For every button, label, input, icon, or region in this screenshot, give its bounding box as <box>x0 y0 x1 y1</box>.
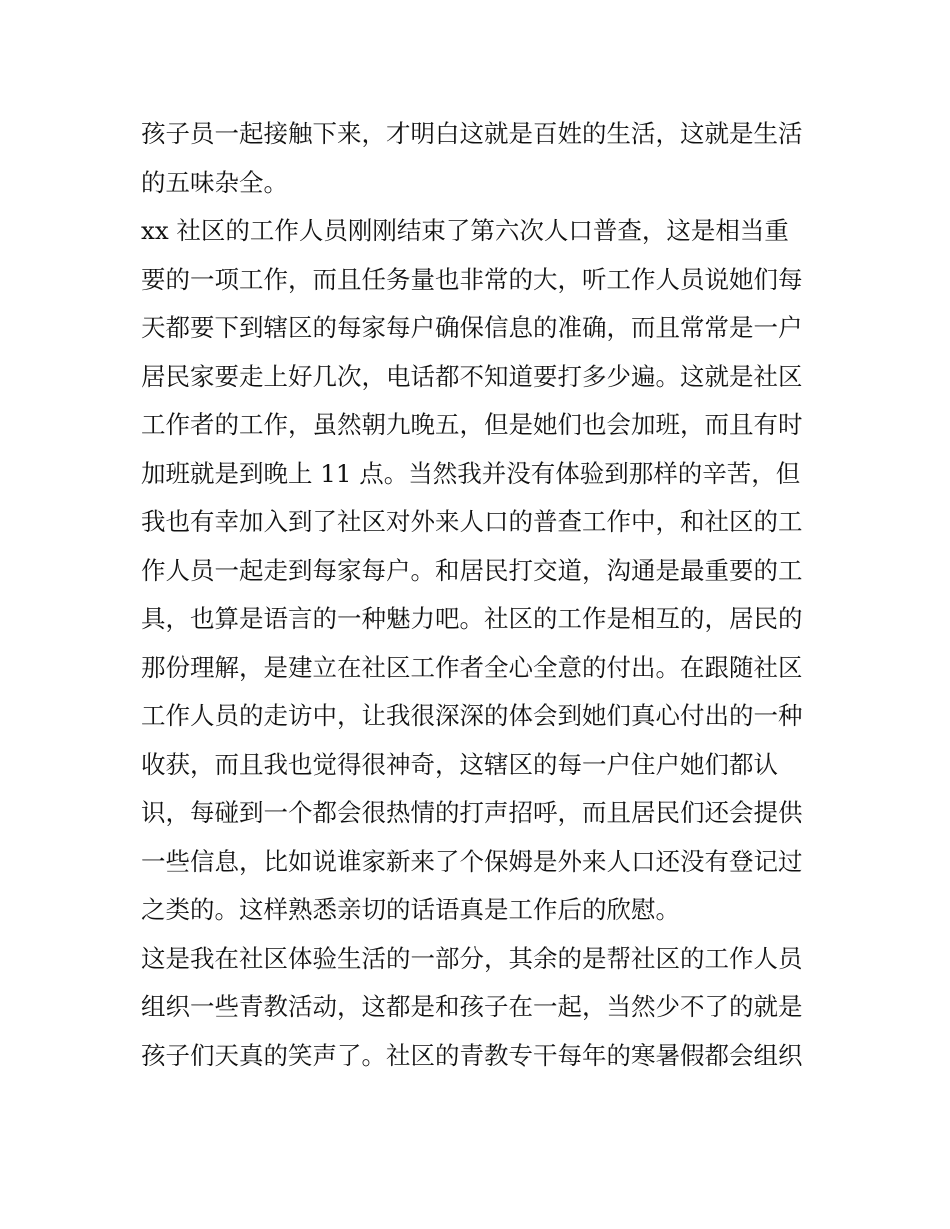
text-line: 我也有幸加入到了社区对外来人口的普查工作中，和社区的工 <box>141 507 803 536</box>
text-line: 那份理解，是建立在社区工作者全心全意的付出。在跟随社区 <box>141 652 803 682</box>
text-line: 孩子员一起接触下来，才明白这就是百姓的生活，这就是生活 <box>141 119 803 148</box>
text-line: 加班就是到晚上 11 点。当然我并没有体验到那样的辛苦，但 <box>141 458 801 488</box>
text-line: 收获，而且我也觉得很神奇，这辖区的每一户住户她们都认 <box>141 749 778 779</box>
text-line: 一些信息，比如说谁家新来了个保姆是外来人口还没有登记过 <box>141 846 803 876</box>
text-line: 居民家要走上好几次，电话都不知道要打多少遍。这就是社区 <box>141 361 803 391</box>
text-line: 组织一些青教活动，这都是和孩子在一起，当然少不了的就是 <box>141 992 803 1021</box>
text-line: 天都要下到辖区的每家每户确保信息的准确，而且常常是一户 <box>141 313 803 342</box>
text-line: xx 社区的工作人员刚刚结束了第六次人口普查，这是相当重 <box>141 216 789 245</box>
body-text <box>141 110 821 1080</box>
text-line: 识，每碰到一个都会很热情的打声招呼，而且居民们还会提供 <box>141 798 803 827</box>
text-line: 具，也算是语言的一种魅力吧。社区的工作是相互的，居民的 <box>141 604 803 633</box>
text-line: 这是我在社区体验生活的一部分，其余的是帮社区的工作人员 <box>141 943 803 973</box>
text-line: 孩子们天真的笑声了。社区的青教专干每年的寒暑假都会组织 <box>141 1040 803 1070</box>
text-line: 要的一项工作，而且任务量也非常的大，听工作人员说她们每 <box>141 264 803 294</box>
text-line: 的五味杂全。 <box>141 167 288 197</box>
text-line: 之类的。这样熟悉亲切的话语真是工作后的欣慰。 <box>141 895 680 924</box>
text-line: 工作者的工作，虽然朝九晚五，但是她们也会加班，而且有时 <box>141 410 803 439</box>
text-line: 工作人员的走访中，让我很深深的体会到她们真心付出的一种 <box>141 701 803 730</box>
text-line: 作人员一起走到每家每户。和居民打交道，沟通是最重要的工 <box>141 555 803 585</box>
